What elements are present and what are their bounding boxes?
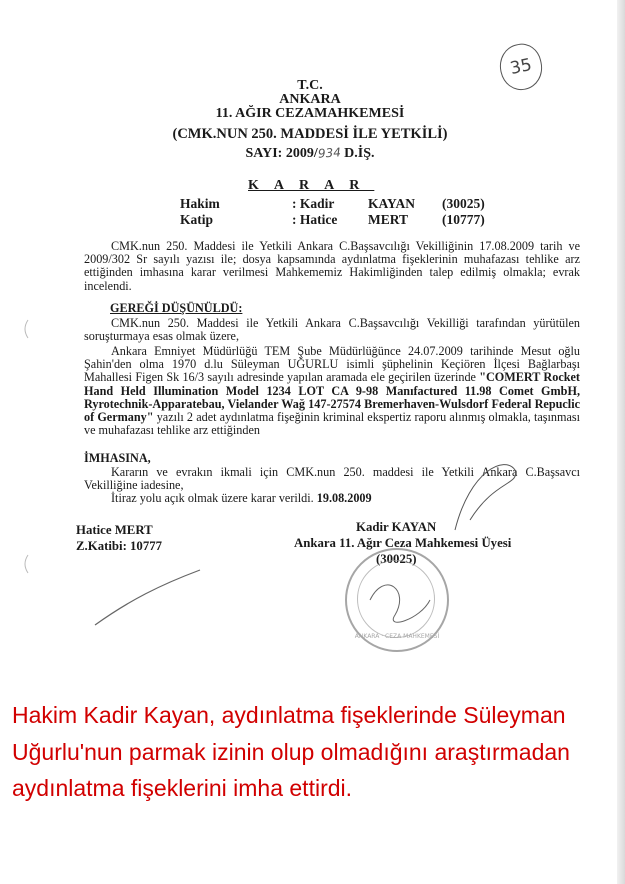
clerk-signature-stroke (95, 570, 200, 625)
court-seal-text: ANKARA · CEZA MAHKEMESİ (354, 633, 440, 640)
panel-surname-judge: KAYAN (368, 196, 416, 211)
header-court: 11. AĞIR CEZAMAHKEMESİ (215, 106, 405, 121)
case-number-handwritten: 934 (317, 145, 342, 161)
clerk-signature-name: Hatice MERT (76, 523, 153, 537)
paragraph-investigation: CMK.nun 250. Maddesi ile Yetkili Ankara C.Başsavcılığı Vekilliği tarafından yürütülen soruşturmaya esas olmak üzere, (84, 316, 580, 344)
appeal-text: İtiraz yolu açık olmak üzere karar verildi. (111, 491, 317, 505)
considered-heading: GEREĞİ DÜŞÜNÜLDÜ: (110, 301, 243, 315)
panel-surname-clerk: MERT (368, 212, 409, 227)
panel-name-clerk: : Hatice (292, 212, 338, 227)
panel-reg-clerk: (10777) (442, 212, 485, 227)
panel-name-judge: : Kadir (292, 196, 335, 211)
decision-date: 19.08.2009 (316, 491, 372, 505)
flare-label-text: "COMERT Rocket Hand Held Illumination Model 1234 LOT CA 9-98 Manıfactured 11.98 Comet GmbH, Ryrotechnik-Apparatebau, Vielander Wağ 147-27574 Bremerhaven-Wulsdorf Federal Repuclic of Germany" (84, 370, 580, 425)
destruction-order: İMHASINA, (84, 451, 151, 465)
judge-signature-reg: (30025) (376, 552, 417, 566)
header-city: ANKARA (279, 92, 341, 107)
handwritten-page-number: 35 (496, 40, 547, 94)
paragraph-request: CMK.nun 250. Maddesi ile Yetkili Ankara C.Başsavcılığı Vekilliğinin 17.08.2009 tarih ve 2009/302 Sr sayılı yazısı ile; dosya kapsamında aydınlatma fişeklerinin muhafazası tehlike arz ettiğinden imhasına karar verilmesi Mahkememiz Hakimliğinden talep edilmiş olmakla; evrak incelendi. (84, 239, 580, 293)
seizure-text-pre: Ankara Emniyet Müdürlüğü TEM Şube Müdürlüğünce 24.07.2009 tarihinde Mesut oğlu Şahin'den olma 1970 d.lu Süleyman UĞURLU isimli şüphelinin Keçiören İlçesi Bağlarbaşı Mahallesi Figen Sk 16/3 sayılı adresinde yapılan aramada ele geçirilen üzerinde (84, 344, 580, 385)
case-number-suffix: D.İŞ. (340, 146, 375, 161)
punch-hole-mark (25, 555, 28, 573)
paragraph-return: Kararın ve evrakın ikmali için CMK.nun 250. maddesi ile Yetkili Ankara C.Başsavcı Vekilliğine iadesine, (84, 465, 580, 493)
panel-role-clerk: Katip (180, 212, 214, 227)
clerk-signature-title: Z.Katibi: 10777 (76, 539, 163, 553)
header-tc: T.C. (297, 78, 323, 93)
judge-signature-stroke (455, 465, 516, 530)
judge-signature-name: Kadir KAYAN (356, 520, 437, 534)
decision-title: KARAR (248, 178, 375, 193)
case-number-prefix: SAYI: 2009/ (245, 146, 318, 161)
red-caption: Hakim Kadir Kayan, aydınlatma fişeklerinde Süleyman Uğurlu'nun parmak izinin olup olmadığını araştırmadan aydınlatma fişeklerini imha ettirdi. (12, 702, 570, 801)
header-authority: (CMK.NUN 250. MADDESİ İLE YETKİLİ) (172, 126, 448, 142)
punch-hole-mark (25, 320, 28, 338)
judge-signature-title: Ankara 11. Ağır Ceza Mahkemesi Üyesi (294, 536, 512, 550)
seal-signature-stroke (370, 585, 430, 622)
seizure-text-post: yazılı 2 adet aydınlatma fişeğinin kriminal ekspertiz raporu alınmış olmakla, taşınması ve muhafazası tehlike arz ettiğinden (84, 410, 580, 438)
panel-reg-judge: (30025) (442, 196, 485, 211)
panel-role-judge: Hakim (180, 196, 220, 211)
